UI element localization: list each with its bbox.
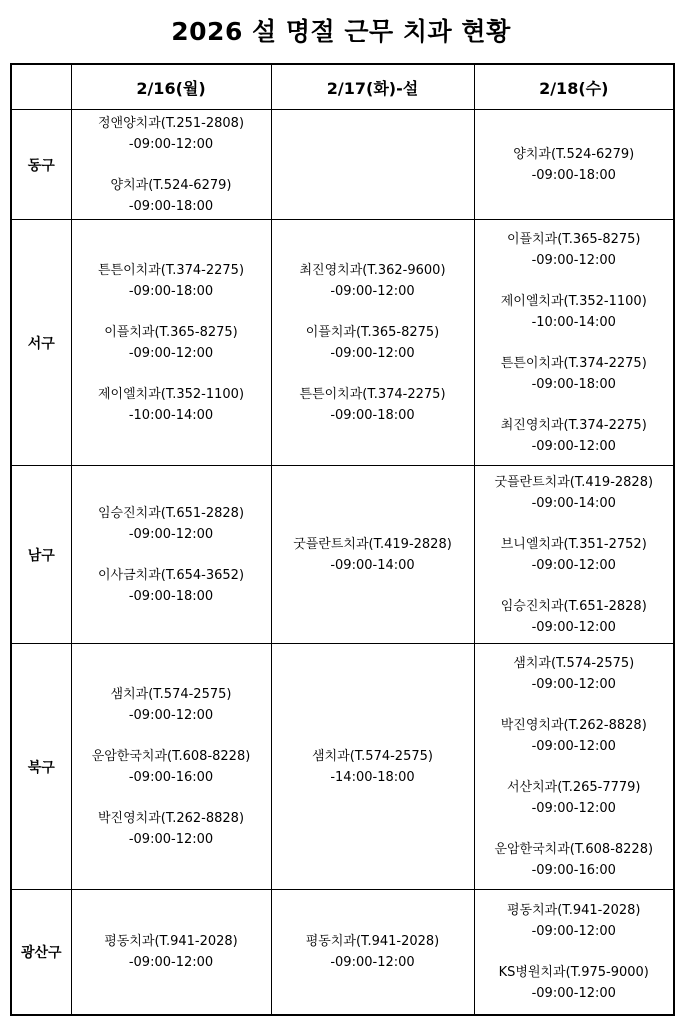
clinic-entry <box>72 175 271 217</box>
clinic-entry <box>72 260 271 302</box>
clinic-hours: -09:00-12:00 <box>531 557 616 573</box>
clinic-hours: -09:00-12:00 <box>330 283 415 299</box>
clinic-name: 이플치과(T.365-8275) <box>305 324 440 340</box>
day-cell <box>474 110 674 220</box>
clinic-name: 임승진치과(T.651-2828) <box>97 505 245 521</box>
table-row <box>11 466 674 644</box>
day-cell <box>71 890 271 1015</box>
header-corner <box>11 64 71 110</box>
day-cell <box>474 890 674 1015</box>
clinic-hours: -09:00-18:00 <box>330 407 415 423</box>
clinic-name: 굿플란트치과(T.419-2828) <box>494 474 654 490</box>
table-row <box>11 110 674 220</box>
clinic-entry <box>72 113 271 155</box>
table-row <box>11 890 674 1015</box>
clinic-name: 샘치과(T.574-2575) <box>312 748 433 764</box>
clinic-name: 최진영치과(T.374-2275) <box>500 417 647 433</box>
clinic-hours: -09:00-12:00 <box>531 800 616 816</box>
district-label: 광산구 <box>11 890 71 1015</box>
clinic-entry <box>475 472 674 514</box>
clinic-entry <box>72 808 271 850</box>
clinic-name: 평동치과(T.941-2028) <box>104 933 238 949</box>
clinic-entry <box>72 565 271 607</box>
clinic-hours: -10:00-14:00 <box>128 407 214 423</box>
clinic-hours: -09:00-12:00 <box>531 738 616 754</box>
clinic-entry <box>475 291 674 333</box>
day-cell <box>271 220 474 466</box>
clinic-hours: -09:00-18:00 <box>531 376 616 392</box>
district-label: 서구 <box>11 220 71 466</box>
clinic-hours: -09:00-18:00 <box>128 198 214 214</box>
table-row <box>11 644 674 890</box>
clinic-name: 튼튼이치과(T.374-2275) <box>500 355 647 371</box>
clinic-entry <box>475 715 674 757</box>
clinic-hours: -14:00-18:00 <box>330 769 415 785</box>
clinic-hours: -09:00-16:00 <box>128 769 214 785</box>
day-cell <box>71 466 271 644</box>
clinic-entry <box>475 596 674 638</box>
clinic-hours: -09:00-16:00 <box>531 862 616 878</box>
clinic-entry <box>272 534 474 576</box>
clinic-hours: -09:00-12:00 <box>531 985 616 1001</box>
table-row <box>11 220 674 466</box>
clinic-entry <box>475 777 674 819</box>
clinic-hours: -09:00-14:00 <box>531 495 616 511</box>
clinic-hours: -09:00-12:00 <box>128 345 214 361</box>
clinic-name: 정앤양치과(T.251-2808) <box>97 115 245 131</box>
clinic-entry <box>475 353 674 395</box>
clinic-hours: -09:00-12:00 <box>531 438 616 454</box>
clinic-entry <box>272 322 474 364</box>
clinic-name: 양치과(T.524-6279) <box>513 146 635 162</box>
clinic-name: 제이엘치과(T.352-1100) <box>97 386 245 402</box>
clinic-name: 제이엘치과(T.352-1100) <box>500 293 647 309</box>
header-day-3: 2/18(수) <box>474 64 674 110</box>
header-row <box>11 64 674 110</box>
day-cell <box>271 466 474 644</box>
clinic-entry <box>475 229 674 271</box>
clinic-entry <box>272 746 474 788</box>
district-label: 남구 <box>11 466 71 644</box>
clinic-hours: -09:00-18:00 <box>531 167 616 183</box>
clinic-entry <box>272 931 474 973</box>
clinic-name: 이사금치과(T.654-3652) <box>97 567 245 583</box>
clinic-entry <box>72 684 271 726</box>
clinic-entry <box>72 322 271 364</box>
district-label: 동구 <box>11 110 71 220</box>
clinic-entry <box>72 384 271 426</box>
clinic-name: 서산치과(T.265-7779) <box>507 779 641 795</box>
clinic-entry <box>272 260 474 302</box>
day-cell <box>474 644 674 890</box>
clinic-hours: -09:00-12:00 <box>531 676 616 692</box>
clinic-hours: -09:00-12:00 <box>531 252 616 268</box>
clinic-name: 튼튼이치과(T.374-2275) <box>97 262 245 278</box>
header-day-1: 2/16(월) <box>71 64 271 110</box>
clinic-name: 운암한국치과(T.608-8228) <box>91 748 251 764</box>
clinic-name: 평동치과(T.941-2028) <box>507 902 641 918</box>
clinic-name: 최진영치과(T.362-9600) <box>299 262 446 278</box>
clinic-entry <box>72 931 271 973</box>
clinic-name: 이플치과(T.365-8275) <box>104 324 238 340</box>
clinic-name: 튼튼이치과(T.374-2275) <box>299 386 446 402</box>
day-cell <box>71 110 271 220</box>
clinic-name: 평동치과(T.941-2028) <box>305 933 440 949</box>
clinic-hours: -09:00-12:00 <box>330 345 415 361</box>
clinic-hours: -09:00-18:00 <box>128 588 214 604</box>
page-title: 2026 설 명절 근무 치과 현황 <box>171 17 511 46</box>
day-cell <box>71 644 271 890</box>
clinic-hours: -09:00-12:00 <box>128 707 214 723</box>
clinic-hours: -10:00-14:00 <box>531 314 616 330</box>
clinic-hours: -09:00-12:00 <box>128 526 214 542</box>
clinic-name: 샘치과(T.574-2575) <box>513 655 635 671</box>
clinic-name: 굿플란트치과(T.419-2828) <box>293 536 452 552</box>
clinic-name: 박진영치과(T.262-8828) <box>97 810 245 826</box>
district-label: 북구 <box>11 644 71 890</box>
clinic-name: 운암한국치과(T.608-8228) <box>494 841 654 857</box>
day-cell <box>271 890 474 1015</box>
day-cell <box>271 644 474 890</box>
clinic-hours: -09:00-12:00 <box>128 954 214 970</box>
clinic-name: 양치과(T.524-6279) <box>110 177 232 193</box>
clinic-entry <box>475 962 674 1004</box>
clinic-entry <box>272 384 474 426</box>
clinic-entry <box>72 503 271 545</box>
header-day-2: 2/17(화)-설 <box>271 64 474 110</box>
clinic-hours: -09:00-12:00 <box>128 136 214 152</box>
clinic-entry <box>72 746 271 788</box>
clinic-entry <box>475 534 674 576</box>
clinic-hours: -09:00-18:00 <box>128 283 214 299</box>
clinic-hours: -09:00-12:00 <box>128 831 214 847</box>
clinic-hours: -09:00-12:00 <box>531 619 616 635</box>
clinic-entry <box>475 839 674 881</box>
clinic-name: KS병원치과(T.975-9000) <box>498 964 649 980</box>
schedule-table <box>10 63 675 1016</box>
clinic-entry <box>475 144 674 186</box>
clinic-entry <box>475 415 674 457</box>
clinic-name: 샘치과(T.574-2575) <box>110 686 232 702</box>
clinic-hours: -09:00-12:00 <box>531 923 616 939</box>
day-cell <box>474 466 674 644</box>
day-cell <box>271 110 474 220</box>
clinic-entry <box>475 653 674 695</box>
clinic-name: 박진영치과(T.262-8828) <box>500 717 647 733</box>
clinic-entry <box>475 900 674 942</box>
clinic-name: 임승진치과(T.651-2828) <box>500 598 647 614</box>
clinic-name: 브니엘치과(T.351-2752) <box>500 536 647 552</box>
day-cell <box>71 220 271 466</box>
clinic-name: 이플치과(T.365-8275) <box>507 231 641 247</box>
day-cell <box>474 220 674 466</box>
clinic-hours: -09:00-12:00 <box>330 954 415 970</box>
clinic-hours: -09:00-14:00 <box>330 557 415 573</box>
